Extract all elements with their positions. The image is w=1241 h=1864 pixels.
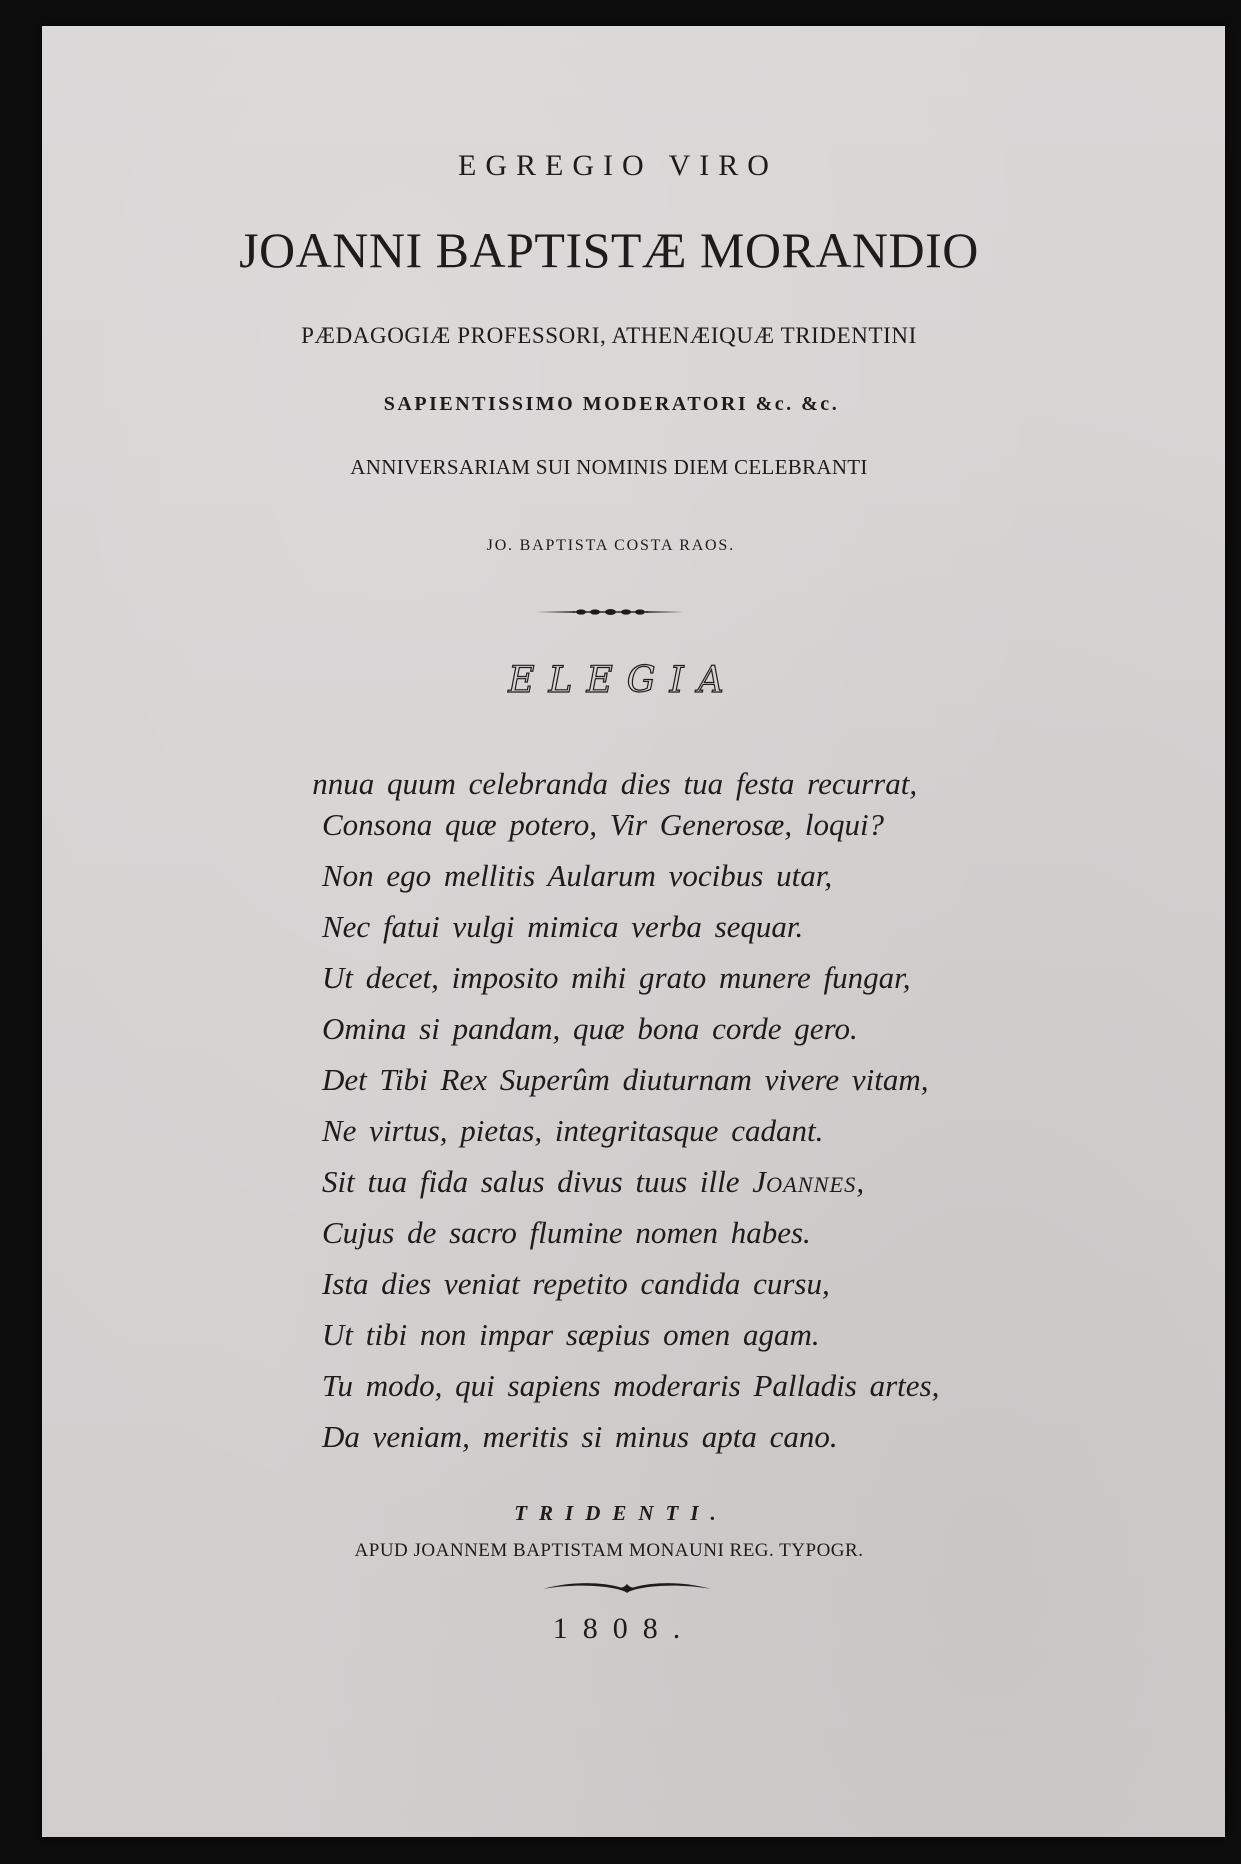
- dedication-line: EGREGIO VIRO: [458, 149, 778, 182]
- poem-line: Ista dies veniat repetito candida cursu,: [322, 1266, 830, 1301]
- honoree-title-2: SAPIENTISSIMO MODERATORI &c. &c.: [383, 393, 840, 415]
- poem-heading: ELEGIA: [508, 660, 738, 701]
- poem-line: Sit tua fida salus divus tuus ille JOANNES,: [322, 1164, 865, 1199]
- printed-broadside-sheet: [42, 26, 1225, 1837]
- poem-line: Nec fatui vulgi mimica verba sequar.: [322, 909, 804, 944]
- poem-line: Ne virtus, pietas, integritasque cadant.: [322, 1113, 824, 1148]
- poem-line: Non ego mellitis Aularum vocibus utar,: [322, 858, 833, 893]
- occasion-line: ANNIVERSARIAM SUI NOMINIS DIEM CELEBRANTI: [350, 455, 868, 479]
- imprint-printer: APUD JOANNEM BAPTISTAM MONAUNI REG. TYPOGR.: [354, 1540, 864, 1561]
- honoree-name: JOANNI BAPTISTÆ MORANDIO: [239, 222, 979, 278]
- beaded-rule-ornament: [535, 605, 686, 619]
- imprint-year: 1808.: [552, 1612, 696, 1645]
- poem-line: Ut tibi non impar sæpius omen agam.: [322, 1317, 820, 1352]
- poem-line: Det Tibi Rex Superûm diuturnam vivere vitam,: [322, 1062, 929, 1097]
- honoree-title-1: PÆDAGOGIÆ PROFESSORI, ATHENÆIQUÆ TRIDENTINI: [301, 323, 917, 348]
- poem-line: Tu modo, qui sapiens moderaris Palladis artes,: [322, 1368, 940, 1403]
- poem-line: Omina si pandam, quæ bona corde gero.: [322, 1011, 858, 1046]
- poem-line: Annua quum celebranda dies tua festa recurrat,: [250, 736, 918, 810]
- imprint-place: TRIDENTI.: [514, 1501, 728, 1525]
- poem-line: Cujus de sacro flumine nomen habes.: [322, 1215, 811, 1250]
- poem-line: Consona quæ potero, Vir Generosæ, loqui?: [322, 807, 885, 842]
- poem-line: Ut decet, imposito mihi grato munere fungar,: [322, 960, 911, 995]
- flourish-rule-ornament: [541, 1578, 713, 1596]
- poem-line: Da veniam, meritis si minus apta cano.: [322, 1419, 838, 1454]
- author-line: JO. BAPTISTA COSTA RAOS.: [486, 537, 735, 554]
- elegy-poem: [250, 736, 1182, 1462]
- small-caps-name: JOANNES: [752, 1164, 857, 1199]
